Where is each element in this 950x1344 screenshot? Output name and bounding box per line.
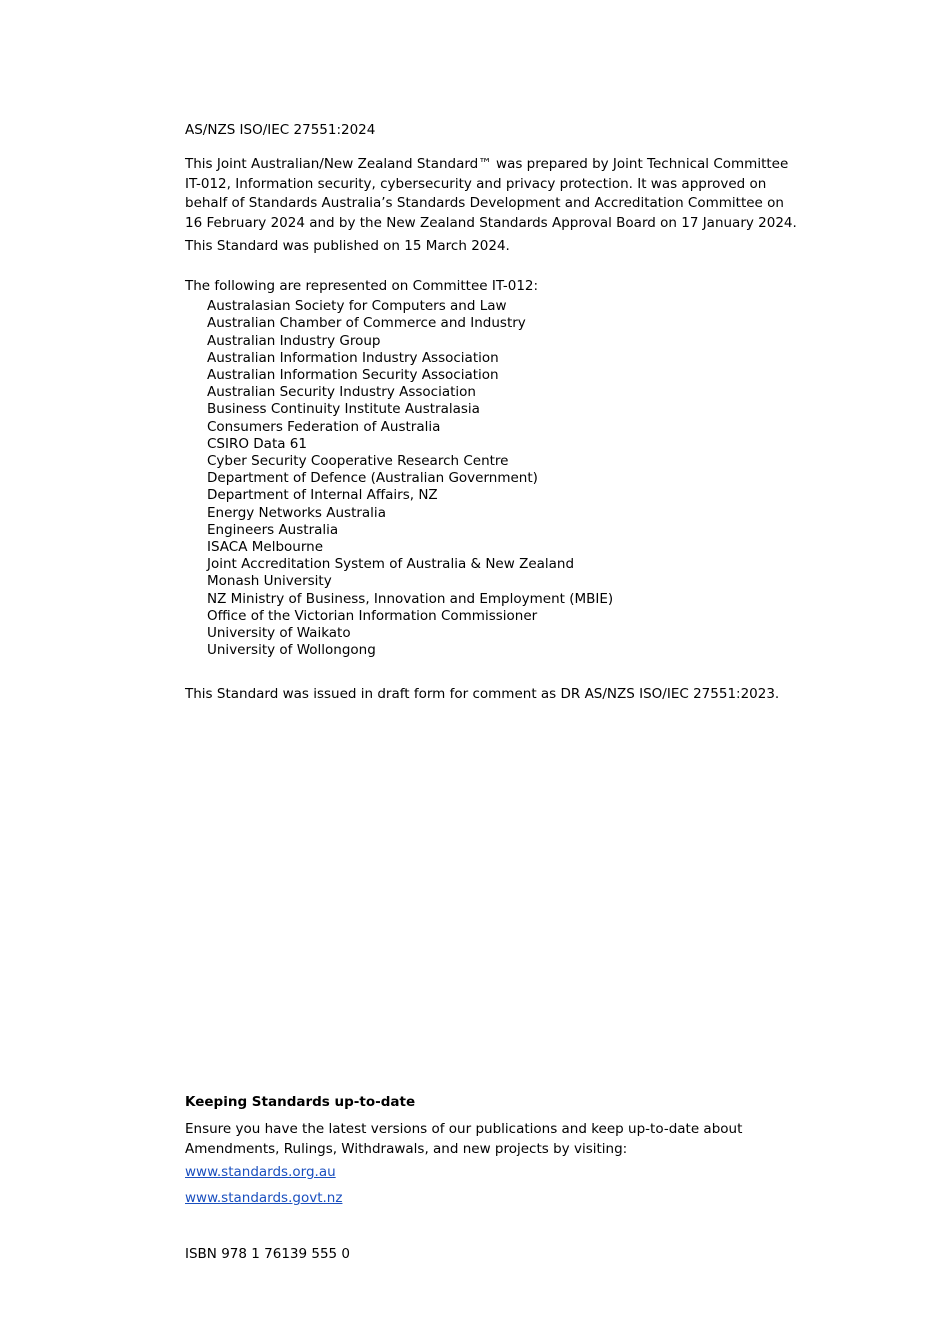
committee-member: Australian Information Industry Association xyxy=(207,349,499,366)
committee-section xyxy=(185,278,613,659)
keeping-up-to-date-text xyxy=(185,1120,805,1159)
committee-member: Department of Defence (Australian Government) xyxy=(207,470,538,487)
preparation-paragraph xyxy=(185,155,797,233)
committee-member: Monash University xyxy=(207,573,332,590)
committee-member: Joint Accreditation System of Australia & New Zealand xyxy=(207,556,575,573)
committee-member: Australian Security Industry Association xyxy=(207,384,476,401)
preparation-line: 16 February 2024 and by the New Zealand Standards Approval Board on 17 January 2024. xyxy=(185,214,797,231)
committee-intro: The following are represented on Committee IT-012: xyxy=(185,278,539,294)
preparation-line: behalf of Standards Australia’s Standards Development and Accreditation Committee on xyxy=(185,195,784,211)
committee-member: Australian Chamber of Commerce and Industry xyxy=(207,315,526,332)
standards-australia-link[interactable]: www.standards.org.au xyxy=(185,1164,336,1180)
committee-member: CSIRO Data 61 xyxy=(207,435,307,452)
preparation-line: This Joint Australian/New Zealand Standard™ was prepared by Joint Technical Committee xyxy=(185,156,789,172)
publication-date-note: This Standard was published on 15 March 2024. xyxy=(185,238,510,254)
committee-member: Cyber Security Cooperative Research Centre xyxy=(207,453,509,470)
draft-note: This Standard was issued in draft form for comment as DR AS/NZS ISO/IEC 27551:2023. xyxy=(185,686,780,702)
committee-member: ISACA Melbourne xyxy=(207,539,324,556)
committee-member: NZ Ministry of Business, Innovation and Employment (MBIE) xyxy=(207,590,614,607)
committee-member: Business Continuity Institute Australasia xyxy=(207,401,480,418)
committee-member: Consumers Federation of Australia xyxy=(207,418,441,435)
isbn: ISBN 978 1 76139 555 0 xyxy=(185,1246,351,1262)
committee-member: University of Waikato xyxy=(207,625,351,642)
committee-member: Australian Information Security Association xyxy=(207,367,499,384)
keeping-text-line: Ensure you have the latest versions of our publications and keep up-to-date about xyxy=(185,1121,743,1137)
preparation-line: IT-012, Information security, cybersecurity and privacy protection. It was approved on xyxy=(185,175,767,192)
keeping-up-to-date-heading: Keeping Standards up-to-date xyxy=(185,1094,416,1110)
committee-member: Engineers Australia xyxy=(207,521,339,538)
committee-member: Australasian Society for Computers and Law xyxy=(207,298,507,315)
keeping-text-line: Amendments, Rulings, Withdrawals, and new projects by visiting: xyxy=(185,1140,628,1157)
committee-member: Office of the Victorian Information Commissioner xyxy=(207,607,538,624)
standard-identifier: AS/NZS ISO/IEC 27551:2024 xyxy=(185,122,376,138)
standards-nz-link[interactable]: www.standards.govt.nz xyxy=(185,1190,343,1206)
committee-member: University of Wollongong xyxy=(207,642,376,659)
committee-member: Energy Networks Australia xyxy=(207,504,386,521)
committee-member-list xyxy=(207,298,613,659)
committee-member: Department of Internal Affairs, NZ xyxy=(207,487,438,504)
committee-member: Australian Industry Group xyxy=(207,332,381,349)
